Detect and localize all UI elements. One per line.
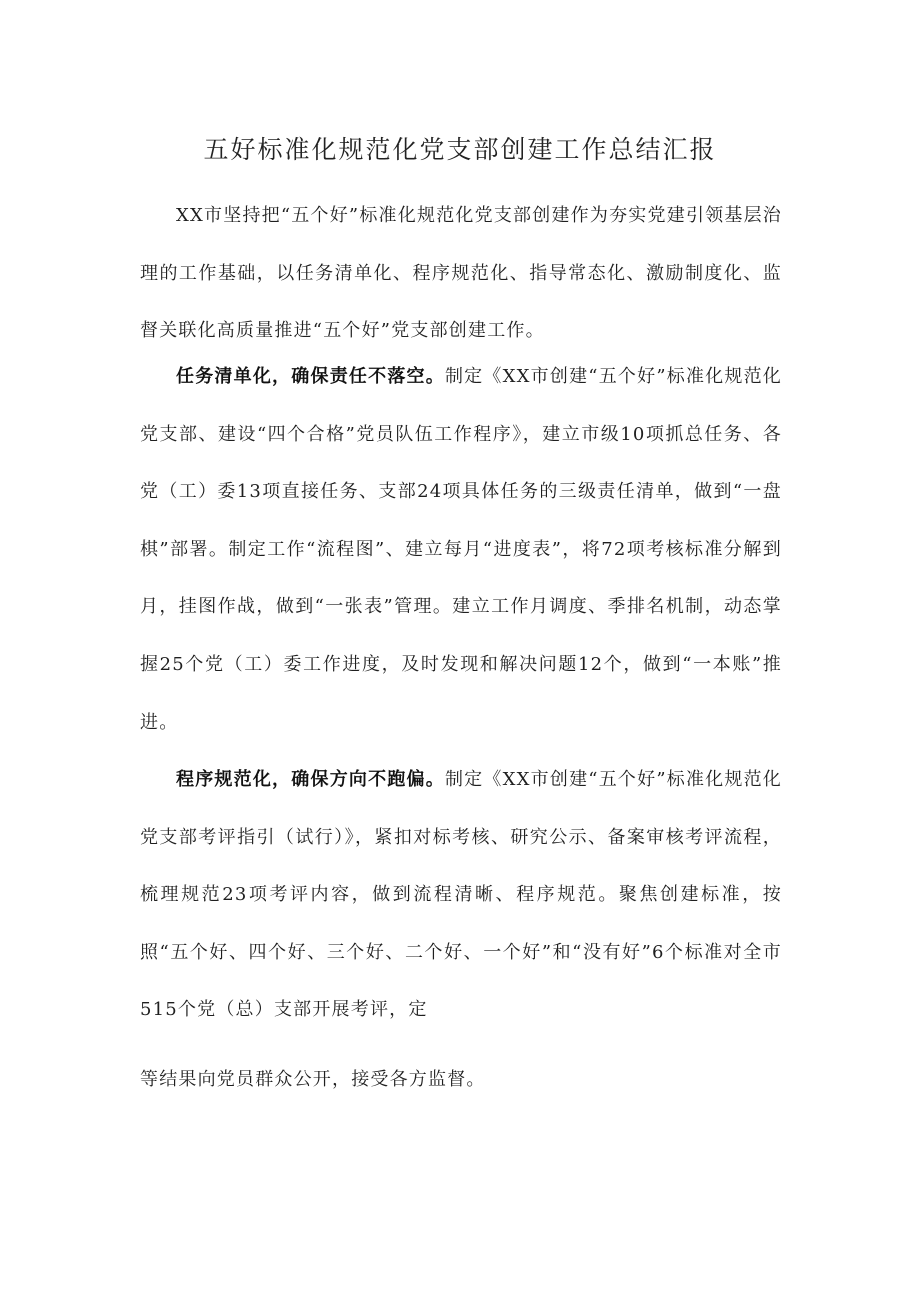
paragraph-procedure-lead: 程序规范化，确保方向不跑偏。 bbox=[176, 769, 445, 790]
paragraph-intro bbox=[140, 187, 782, 360]
paragraph-task-list-text: 制定《XX市创建“五个好”标准化规范化党支部、建设“四个合格”党员队伍工作程序》，建立市级10项抓总任务、各党（工）委13项直接任务、支部24项具体任务的三级责任清单，做到“一盘棋”部署。制定工作“流程图”、建立每月“进度表”，将72项考核标准分解到月，挂图作战，做到“一张表”管理。建立工作月调度、季排名机制，动态掌握25个党（工）委工作进度，及时发现和解决问题12个，做到“一本账”推进。 bbox=[140, 366, 782, 733]
paragraph-trailing-line: 等结果向党员群众公开，接受各方监督。 bbox=[140, 1069, 486, 1090]
paragraph-task-list bbox=[140, 348, 782, 751]
paragraph-procedure-text: 制定《XX市创建“五个好”标准化规范化党支部考评指引（试行）》，紧扣对标考核、研究公示、备案审核考评流程，梳理规范23项考评内容，做到流程清晰、程序规范。聚焦创建标准，按照“五个好、四个好、三个好、二个好、一个好”和“没有好”6个标准对全市515个党（总）支部开展考评，定 bbox=[140, 769, 782, 1021]
paragraph-task-list-lead: 任务清单化，确保责任不落空。 bbox=[176, 366, 445, 387]
paragraph-procedure bbox=[140, 751, 782, 1039]
paragraph-intro-text: XX市坚持把“五个好”标准化规范化党支部创建作为夯实党建引领基层治理的工作基础，以任务清单化、程序规范化、指导常态化、激励制度化、监督关联化高质量推进“五个好”党支部创建工作。 bbox=[140, 205, 782, 342]
document-title: 五好标准化规范化党支部创建工作总结汇报 bbox=[203, 135, 717, 164]
